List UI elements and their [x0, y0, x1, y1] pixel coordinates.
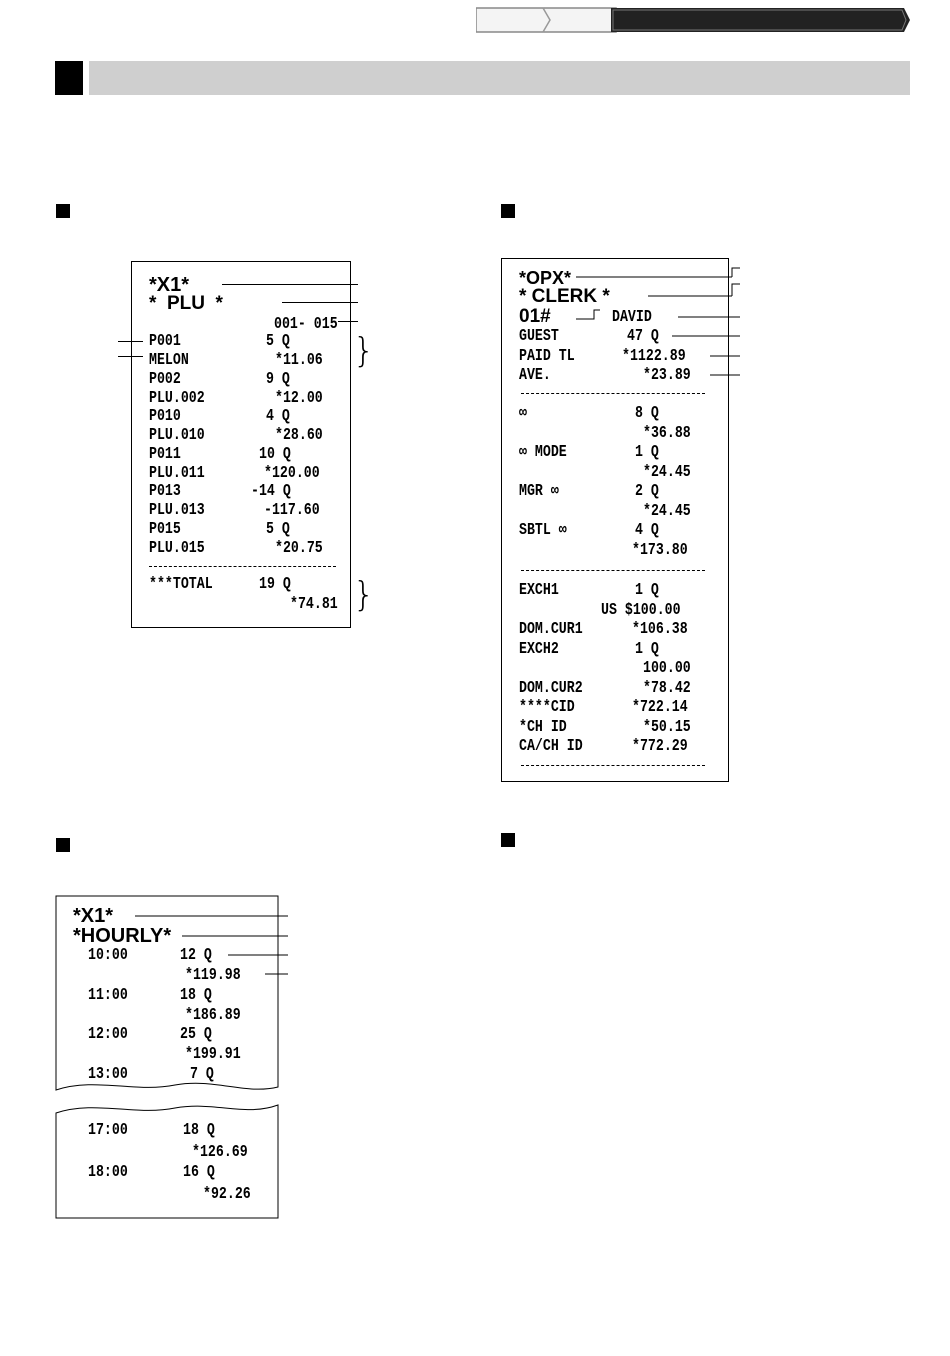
clerk-separator: [521, 765, 705, 766]
plu-code: P002: [149, 369, 181, 389]
hourly-receipt-subtitle: *HOURLY*: [73, 925, 172, 947]
section-marker: [55, 61, 83, 95]
plu-amount: -117.60: [264, 501, 320, 520]
clerk-row-value: *23.89: [642, 366, 691, 385]
clerk-leader-lines: [560, 262, 750, 387]
clerk-row-value: *722.14: [632, 698, 688, 717]
plu-qty: 5 Q: [266, 519, 290, 539]
clerk-row-value: 1 Q: [635, 639, 659, 659]
leader-line: [118, 341, 143, 342]
plu-total-amount: *74.81: [290, 595, 338, 614]
leader-line: [338, 321, 358, 322]
clerk-separator: [521, 570, 705, 571]
clerk-row-value: *50.15: [642, 717, 691, 737]
hourly-time: 17:00: [88, 1121, 128, 1140]
bullet-plu-report: [56, 204, 70, 218]
clerk-receipt-subtitle: * CLERK *: [519, 286, 610, 307]
leader-line: [282, 302, 358, 303]
hourly-qty: 18 Q: [183, 1121, 215, 1140]
plu-qty: 9 Q: [266, 369, 290, 389]
clerk-row-value: *1122.89: [621, 346, 686, 366]
plu-name: PLU.010: [149, 426, 205, 445]
clerk-row-value: *106.38: [632, 620, 688, 639]
clerk-row-amount: *24.45: [642, 463, 691, 482]
plu-amount: *12.00: [274, 388, 323, 408]
hourly-qty: 12 Q: [180, 946, 212, 965]
clerk-row-value: *78.42: [642, 678, 691, 698]
bullet-fourth-report: [501, 833, 515, 847]
leader-line: [118, 356, 143, 357]
plu-qty: -14 Q: [251, 482, 291, 501]
hourly-receipt-title: *X1*: [73, 905, 114, 927]
clerk-row-label: *CH ID: [519, 717, 567, 737]
plu-name: PLU.011: [149, 463, 205, 483]
plu-total-qty: 19 Q: [259, 575, 291, 594]
clerk-row-label: PAID TL: [519, 346, 575, 366]
clerk-row-value: 1 Q: [635, 581, 659, 600]
hourly-qty: 18 Q: [180, 985, 212, 1005]
hourly-qty: 7 Q: [190, 1064, 214, 1084]
plu-amount: *20.75: [274, 538, 323, 558]
clerk-row-qty: 4 Q: [635, 521, 659, 540]
plu-qty: 10 Q: [259, 444, 291, 464]
plu-name: PLU.015: [149, 538, 205, 558]
clerk-row-value: *772.29: [632, 737, 688, 756]
brace-icon: }: [353, 575, 375, 615]
clerk-row-label: AVE.: [519, 366, 551, 385]
plu-receipt-subtitle: * PLU *: [149, 293, 223, 314]
clerk-row-qty: 8 Q: [635, 404, 659, 423]
leader-line: [222, 284, 358, 285]
plu-amount: *11.06: [274, 351, 323, 370]
plu-receipt-title: *X1*: [149, 274, 190, 296]
plu-code: P015: [149, 519, 181, 539]
clerk-row-label: MGR ∞: [519, 482, 559, 501]
plu-code: P001: [149, 332, 181, 351]
clerk-row-label: DOM.CUR1: [519, 620, 583, 639]
plu-qty: 5 Q: [266, 332, 290, 351]
clerk-row-label: DOM.CUR2: [519, 678, 583, 698]
hourly-time: 10:00: [88, 946, 128, 965]
plu-name: MELON: [149, 351, 189, 370]
clerk-name: DAVID: [612, 308, 652, 327]
clerk-row-label: ****CID: [519, 698, 575, 717]
clerk-row-qty: 1 Q: [635, 443, 659, 462]
plu-range: 001- 015: [274, 315, 338, 334]
clerk-row-amount: *36.88: [642, 424, 691, 443]
brace-icon: }: [353, 331, 375, 371]
clerk-row-label: EXCH1: [519, 581, 559, 600]
hourly-time: 18:00: [88, 1163, 128, 1182]
section-title-bar: [89, 61, 910, 95]
hourly-leader-lines: [130, 905, 290, 980]
plu-total-label: ***TOTAL: [149, 575, 213, 594]
clerk-row-label: GUEST: [519, 327, 559, 346]
hourly-amount: *126.69: [192, 1143, 248, 1162]
plu-separator: [149, 566, 336, 567]
hourly-qty: 16 Q: [183, 1163, 215, 1182]
plu-name: PLU.013: [149, 501, 205, 520]
clerk-row-label: CA/CH ID: [519, 737, 583, 756]
clerk-row-value: 100.00: [642, 659, 691, 678]
clerk-row-label: ∞: [519, 404, 527, 423]
clerk-row-label: ∞ MODE: [519, 443, 567, 462]
bullet-clerk-report: [501, 204, 515, 218]
plu-code: P010: [149, 407, 181, 426]
clerk-row-value: 47 Q: [627, 327, 659, 346]
hourly-qty: 25 Q: [180, 1025, 212, 1044]
hourly-amount: *92.26: [202, 1185, 251, 1204]
clerk-row-label: EXCH2: [519, 639, 559, 659]
hourly-amount: *119.98: [185, 966, 241, 985]
hourly-amount: *186.89: [185, 1005, 241, 1025]
hourly-amount: *199.91: [185, 1045, 241, 1064]
clerk-row-qty: 2 Q: [635, 482, 659, 501]
plu-code: P011: [149, 444, 181, 464]
clerk-row-amount: *24.45: [642, 502, 691, 521]
clerk-number: 01#: [519, 306, 551, 327]
clerk-row-value: US $100.00: [601, 600, 681, 620]
clerk-separator: [521, 393, 705, 394]
plu-name: PLU.002: [149, 388, 205, 408]
hourly-time: 13:00: [88, 1064, 128, 1084]
clerk-row-amount: *173.80: [632, 541, 688, 560]
plu-qty: 4 Q: [266, 407, 290, 426]
clerk-receipt-title: *OPX*: [519, 268, 572, 288]
plu-code: P013: [149, 482, 181, 501]
clerk-row-label: SBTL ∞: [519, 521, 567, 540]
bullet-hourly-report: [56, 838, 70, 852]
header-tab-bar: [476, 6, 912, 34]
plu-amount: *120.00: [264, 463, 320, 483]
plu-amount: *28.60: [274, 426, 323, 445]
hourly-time: 11:00: [88, 985, 128, 1005]
hourly-time: 12:00: [88, 1025, 128, 1044]
